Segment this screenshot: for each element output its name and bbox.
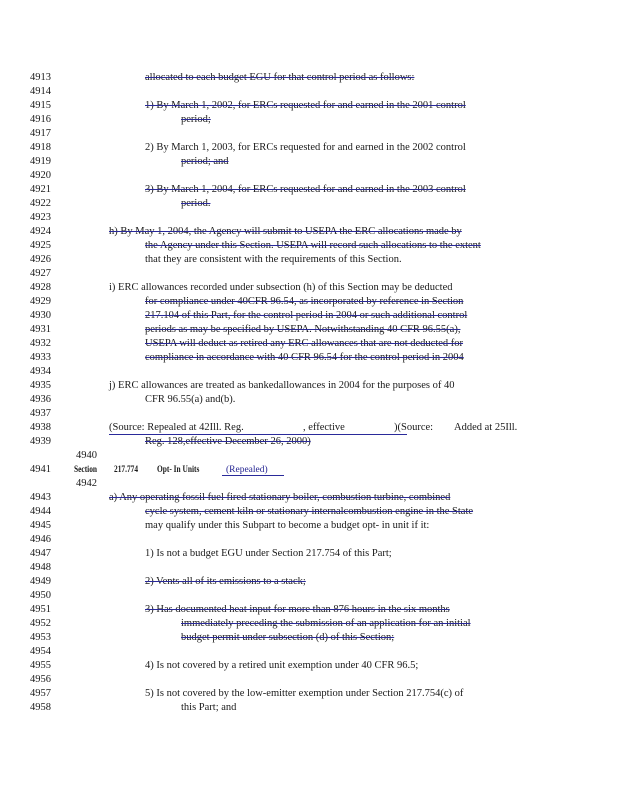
- deleted-text-line: budget permit under subsection (d) of this Section;: [181, 632, 395, 643]
- line-number: 4930: [30, 310, 51, 321]
- line-number: 4951: [30, 604, 51, 615]
- line-number: 4934: [30, 366, 51, 377]
- line-number: 4932: [30, 338, 51, 349]
- line-number: 4945: [30, 520, 51, 531]
- section-label: Section: [74, 465, 98, 475]
- deleted-text-line: allocated to each budget EGU for that control period as follows:: [145, 72, 415, 83]
- line-number: 4958: [30, 702, 51, 713]
- line-number: 4944: [30, 506, 51, 517]
- deleted-text-line: compliance in accordance with 40 CFR 96.54 for the control period in 2004: [145, 352, 464, 363]
- deleted-text-line: a) Any operating fossil fuel fired stationary boiler, combustion turbine, combined: [109, 492, 451, 503]
- deleted-text-line: period;: [181, 114, 211, 125]
- line-number: 4915: [30, 100, 51, 111]
- line-number: 4956: [30, 674, 51, 685]
- deleted-text-line: for compliance under 40CFR 96.54, as incorporated by reference in Section: [145, 296, 464, 307]
- line-number: 4917: [30, 128, 51, 139]
- deleted-text-line: 1) By March 1, 2002, for ERCs requested for and earned in the 2001 control: [145, 100, 466, 111]
- line-number: 4921: [30, 184, 51, 195]
- line-number: 4926: [30, 254, 51, 265]
- deleted-text-line: Reg. 128,effective December 26, 2000): [145, 436, 311, 447]
- line-number: 4941: [30, 464, 51, 475]
- insert-underline: [109, 434, 407, 435]
- line-number: 4918: [30, 142, 51, 153]
- line-number: 4937: [30, 408, 51, 419]
- deleted-text-line: USEPA will deduct as retired any ERC allowances that are not deducted for: [145, 338, 464, 349]
- source-note: )(Source:: [394, 422, 434, 433]
- line-number: 4954: [30, 646, 51, 657]
- line-number: 4919: [30, 156, 51, 167]
- line-number: 4925: [30, 240, 51, 251]
- line-number: 4931: [30, 324, 51, 335]
- line-number: 4953: [30, 632, 51, 643]
- text-line: that they are consistent with the requirements of this Section.: [145, 254, 402, 265]
- line-number: 4947: [30, 548, 51, 559]
- deleted-text-line: period; and: [181, 156, 229, 167]
- text-line: may qualify under this Subpart to become a budget opt- in unit if it:: [145, 520, 430, 531]
- line-number: 4942: [76, 478, 97, 489]
- line-number: 4929: [30, 296, 51, 307]
- text-line: 5) Is not covered by the low-emitter exemption under Section 217.754(c) of: [145, 688, 464, 699]
- line-number: 4916: [30, 114, 51, 125]
- line-number: 4914: [30, 86, 51, 97]
- line-number: 4949: [30, 576, 51, 587]
- text-line: this Part; and: [181, 702, 237, 713]
- line-number: 4952: [30, 618, 51, 629]
- line-number: 4948: [30, 562, 51, 573]
- line-number: 4940: [76, 450, 97, 461]
- line-number: 4928: [30, 282, 51, 293]
- line-number: 4946: [30, 534, 51, 545]
- deleted-text-line: cycle system, cement kiln or stationary internalcombustion engine in the State: [145, 506, 474, 517]
- deleted-text-line: h) By May 1, 2004, the Agency will submit to USEPA the ERC allocations made by: [109, 226, 462, 237]
- deleted-text-line: 217.104 of this Part, for the control period in 2004 or such additional control: [145, 310, 468, 321]
- deleted-text-line: periods as may be specified by USEPA. Notwithstanding 40 CFR 96.55(a),: [145, 324, 461, 335]
- text-line: 1) Is not a budget EGU under Section 217.754 of this Part;: [145, 548, 392, 559]
- source-note: (Source: Repealed at 42Ill. Reg.: [109, 422, 244, 433]
- section-number: 217.774: [114, 465, 139, 475]
- line-number: 4913: [30, 72, 51, 83]
- text-line: i) ERC allowances recorded under subsection (h) of this Section may be deducted: [109, 282, 453, 293]
- line-number: 4923: [30, 212, 51, 223]
- line-number: 4927: [30, 268, 51, 279]
- line-number: 4933: [30, 352, 51, 363]
- text-line: 4) Is not covered by a retired unit exemption under 40 CFR 96.5;: [145, 660, 419, 671]
- source-note: , effective: [303, 422, 345, 433]
- deleted-text-line: immediately preceding the submission of an application for an initial: [181, 618, 471, 629]
- deleted-text-line: 3) By March 1, 2004, for ERCs requested for and earned in the 2003 control: [145, 184, 466, 195]
- insert-underline: [222, 475, 284, 476]
- line-number: 4950: [30, 590, 51, 601]
- line-number: 4938: [30, 422, 51, 433]
- line-number: 4922: [30, 198, 51, 209]
- line-number: 4920: [30, 170, 51, 181]
- line-number: 4935: [30, 380, 51, 391]
- text-line: CFR 96.55(a) and(b).: [145, 394, 236, 405]
- repealed-tag: (Repealed): [226, 465, 268, 475]
- deleted-text-line: the Agency under this Section. USEPA will record such allocations to the extent: [145, 240, 481, 251]
- line-number: 4939: [30, 436, 51, 447]
- line-number: 4936: [30, 394, 51, 405]
- deleted-text-line: 3) Has documented heat input for more than 876 hours in the six months: [145, 604, 450, 615]
- text-line: 2) By March 1, 2003, for ERCs requested for and earned in the 2002 control: [145, 142, 466, 153]
- source-note: Added at 25Ill.: [454, 422, 518, 433]
- line-number: 4943: [30, 492, 51, 503]
- line-number: 4955: [30, 660, 51, 671]
- section-title: Opt- In Units: [157, 465, 200, 475]
- text-line: j) ERC allowances are treated as bankedallowances in 2004 for the purposes of 40: [109, 380, 455, 391]
- line-number: 4957: [30, 688, 51, 699]
- deleted-text-line: period.: [181, 198, 211, 209]
- line-number: 4924: [30, 226, 51, 237]
- deleted-text-line: 2) Vents all of its emissions to a stack;: [145, 576, 306, 587]
